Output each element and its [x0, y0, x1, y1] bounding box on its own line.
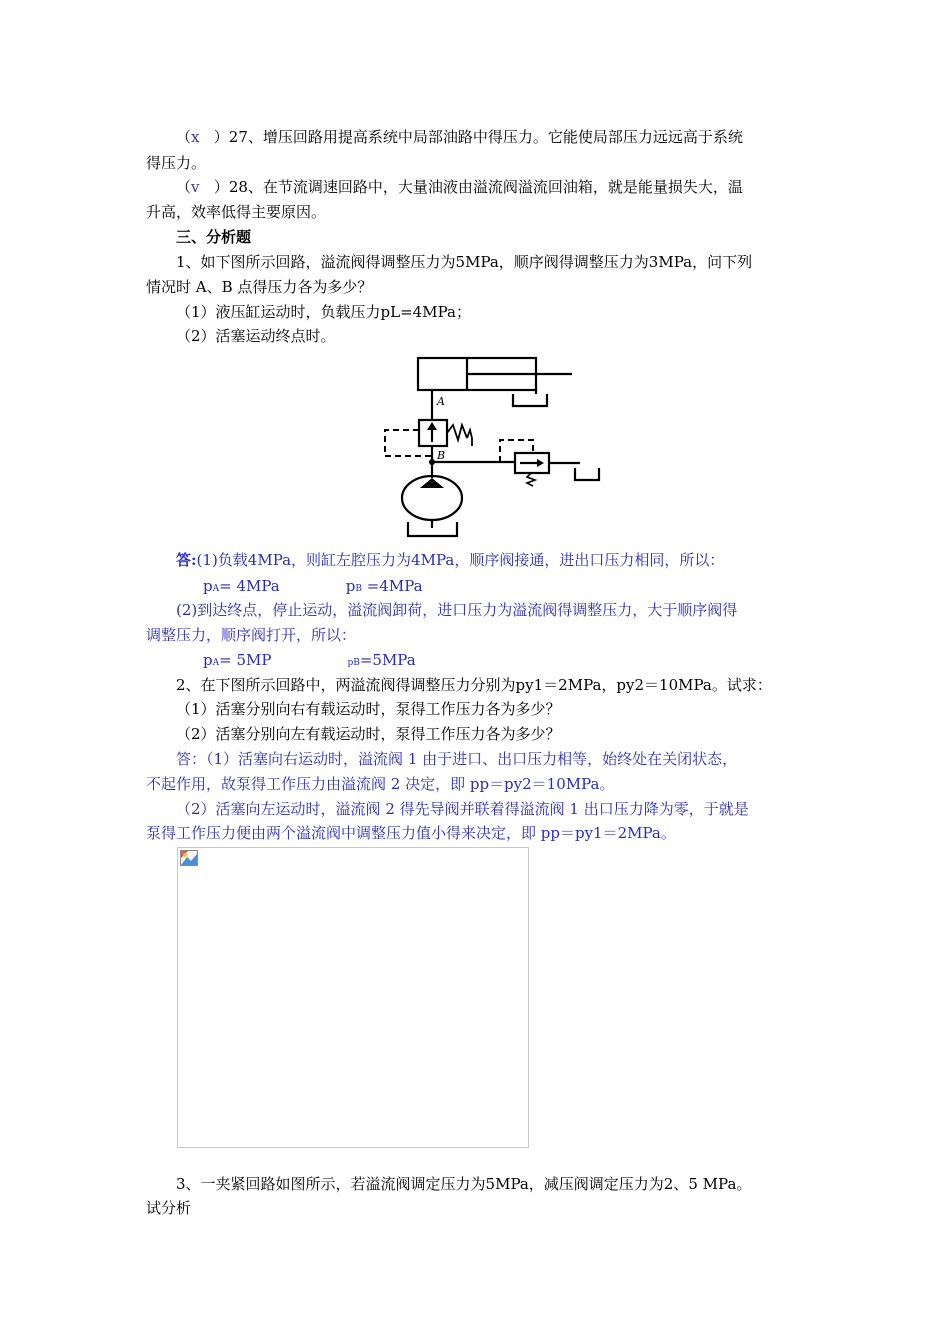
problem-2-case-2: （2）活塞分别向左有载运动时，泵得工作压力各为多少？ [176, 725, 561, 743]
pilot-line [500, 440, 533, 462]
tank-symbol [513, 394, 547, 406]
problem-1-case-1: （1）液压缸运动时，负载压力pL=4MPa； [176, 303, 471, 321]
answer-1-text: (1)负载4MPa，则缸左腔压力为4MPa，顺序阀接通，进出口压力相同，所以： [196, 551, 725, 569]
point-b-label: B [437, 449, 446, 462]
missing-image-placeholder [177, 847, 529, 1148]
problem-2-line-1: 2、在下图所示回路中，两溢流阀得调整压力分别为py1＝2MPa，py2＝10MPa。试求： [176, 676, 772, 694]
answer-label: 答: [176, 551, 197, 569]
section-heading: 三、分析题 [176, 228, 252, 246]
answer-mark-27: x [191, 128, 200, 146]
pump-arrow-icon [420, 478, 444, 488]
question-28-line-1 [176, 176, 743, 198]
broken-image-icon [180, 850, 198, 866]
question-27-line-1 [176, 126, 743, 148]
problem-1-case-2: （2）活塞运动终点时。 [176, 327, 336, 345]
tank-symbol [575, 468, 599, 480]
pilot-line [385, 430, 432, 456]
answer-1-values-2: pA= 5MP pB=5MPa [203, 651, 416, 669]
question-27-text: ）27、增压回路用提高系统中局部油路中得压力。它能使局部压力远远高于系统 [213, 128, 743, 146]
question-27-line-2: 得压力。 [146, 154, 207, 172]
answer-mark-28: v [191, 178, 200, 196]
answer-2-line-1: 答：（1）活塞向右运动时，溢流阀 1 由于进口、出口压力相等，始终处在关闭状态， [176, 750, 738, 768]
answer-1-values-1: pA= 4MPa pB =4MPa [203, 577, 423, 595]
answer-1-line-1 [176, 549, 724, 571]
point-a-label: A [437, 395, 445, 408]
problem-1-line-1: 1、如下图所示回路，溢流阀得调整压力为5MPa，顺序阀得调整压力为3MPa，问下列 [176, 253, 753, 271]
answer-2-line-3: （2）活塞向左运动时，溢流阀 2 得先导阀并联着得溢流阀 1 出口压力降为零，于就是 [176, 800, 749, 818]
open-paren: （ [176, 178, 192, 196]
answer-1-line-2: (2)到达终点，停止运动，溢流阀卸荷，进口压力为溢流阀得调整压力，大于顺序阀得 [176, 601, 738, 619]
answer-2-line-2: 不起作用，故泵得工作压力由溢流阀 2 决定，即 pp＝py2＝10MPa。 [146, 775, 615, 793]
answer-1-line-3: 调整压力，顺序阀打开，所以： [146, 626, 357, 644]
open-paren: （ [176, 128, 192, 146]
question-28-text: ）28、在节流调速回路中，大量油液由溢流阀溢流回油箱，就是能量损失大，温 [213, 178, 743, 196]
question-28-line-2: 升高，效率低得主要原因。 [146, 203, 327, 221]
problem-1-line-2: 情况时 A、B 点得压力各为多少？ [146, 278, 373, 296]
problem-2-case-1: （1）活塞分别向右有载运动时，泵得工作压力各为多少？ [176, 700, 561, 718]
answer-2-line-4: 泵得工作压力便由两个溢流阀中调整压力值小得来决定，即 pp＝py1＝2MPa。 [146, 824, 676, 842]
problem-3-line-2: 试分析 [146, 1199, 192, 1217]
hydraulic-circuit-diagram [375, 350, 605, 542]
problem-3-line-1: 3、一夹紧回路如图所示，若溢流阀调定压力为5MPa，减压阀调定压力为2、5 MPa。 [176, 1175, 752, 1193]
